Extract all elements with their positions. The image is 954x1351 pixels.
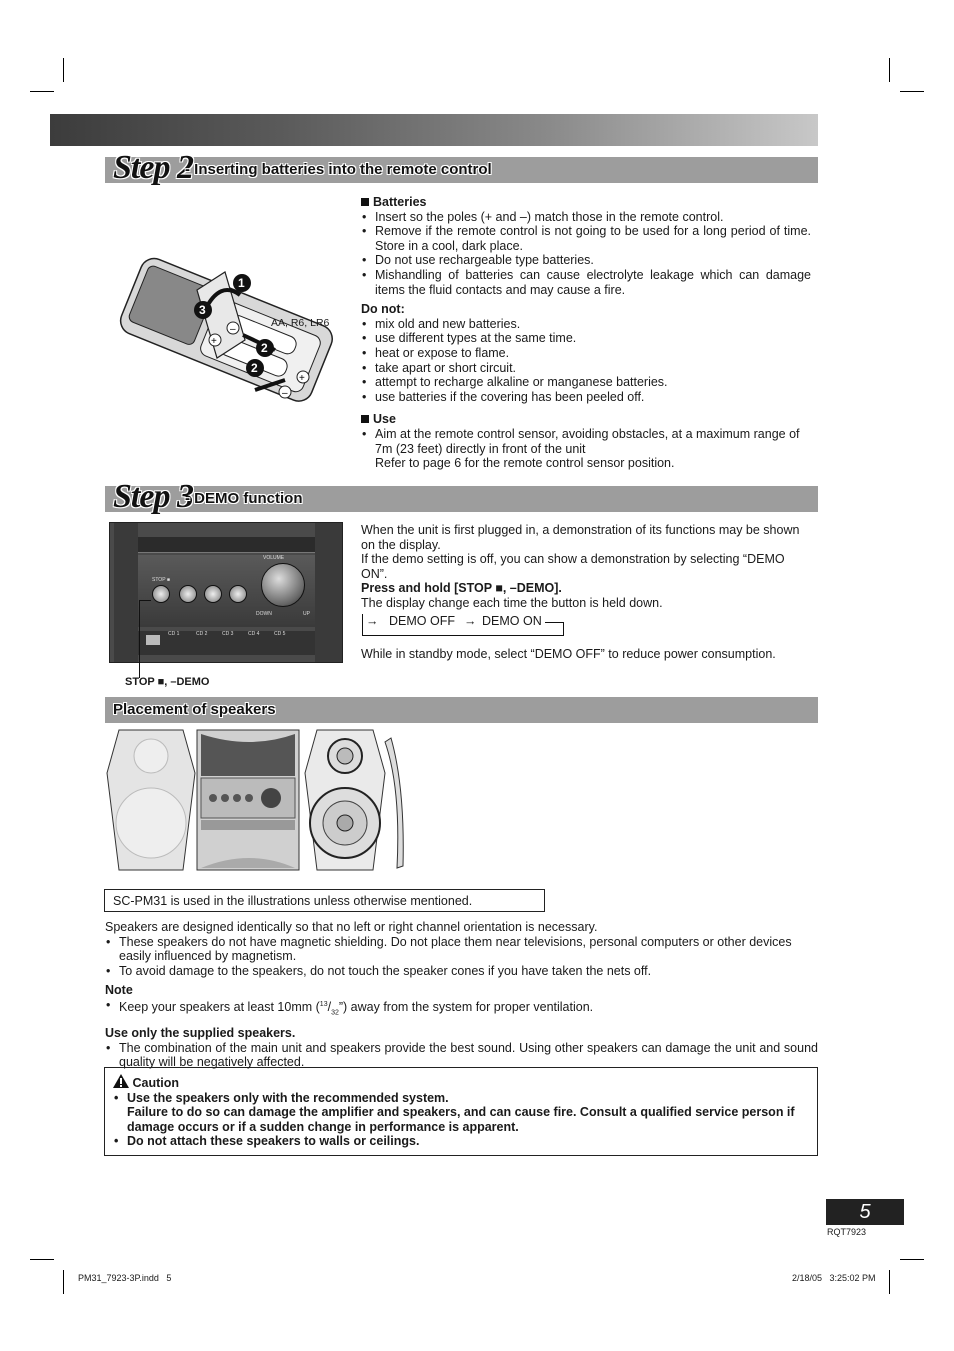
batteries-heading: Batteries <box>361 195 811 210</box>
list-item: • attempt to recharge alkaline or manganese batteries. <box>361 375 811 390</box>
crop-mark <box>63 58 64 82</box>
file-name: PM31_7923-3P.indd 5 <box>78 1273 172 1283</box>
placement-title: Placement of speakers <box>113 701 276 718</box>
list-item: • heat or expose to flame. <box>361 346 811 361</box>
list-item: • To avoid damage to the speakers, do not touch the speaker cones if you have taken the nets off. <box>105 964 818 979</box>
step2-title: Step 2 <box>113 149 193 186</box>
step-num-2b: 2 <box>251 361 258 375</box>
placement-heading-bar <box>105 697 818 723</box>
header-gradient-bar <box>50 114 818 146</box>
placement-intro: Speakers are designed identically so that no left or right channel orientation is necessary. <box>105 920 598 934</box>
page-number: 5 <box>826 1199 904 1225</box>
demo-off-label: DEMO OFF <box>389 614 455 628</box>
step-num-3: 3 <box>199 303 206 317</box>
list-item: • Do not attach these speakers to walls or ceilings. <box>113 1134 813 1149</box>
demo-toggle-diagram <box>362 614 564 636</box>
note-heading: Note <box>105 983 133 998</box>
crop-mark <box>900 1259 924 1260</box>
crop-mark <box>30 91 54 92</box>
remote-battery-illustration <box>105 250 340 430</box>
batteries-list <box>361 210 811 298</box>
arrow-icon: → <box>366 614 379 628</box>
arrow-icon: → <box>464 614 477 628</box>
step2-text <box>361 195 811 471</box>
crop-mark <box>30 1259 54 1260</box>
step3-heading-bar <box>105 478 818 515</box>
demo-on-label: DEMO ON <box>482 614 542 628</box>
timestamp: 2/18/05 3:25:02 PM <box>792 1273 876 1283</box>
supplied-heading: Use only the supplied speakers. <box>105 1026 296 1041</box>
list-item: • These speakers do not have magnetic shielding. Do not place them near televisions, personal computers or other devices easily influenced by magnetism. <box>105 935 818 964</box>
crop-mark <box>889 58 890 82</box>
use-heading: Use <box>361 412 811 427</box>
donot-heading: Do not: <box>361 302 405 317</box>
stop-demo-label: STOP ■, –DEMO <box>125 676 210 688</box>
battery-type-label: AA, R6, LR6 <box>271 317 330 329</box>
caution-box <box>104 1067 818 1156</box>
list-item: • use batteries if the covering has been peeled off. <box>361 390 811 405</box>
use-item-text: Aim at the remote control sensor, avoiding obstacles, at a maximum range of 7m (23 feet) directly in front of the unit <box>375 426 800 456</box>
list-item <box>361 427 811 471</box>
panel-label: UP <box>303 611 310 617</box>
panel-label: DOWN <box>256 611 272 617</box>
speakers-illustration <box>105 728 415 873</box>
step-num-2: 2 <box>261 341 268 355</box>
doc-code: RQT7923 <box>827 1227 867 1237</box>
model-note: SC-PM31 is used in the illustrations unless otherwise mentioned. <box>113 894 473 908</box>
standby-text: While in standby mode, select “DEMO OFF” to reduce power consumption. <box>361 647 776 661</box>
crop-mark <box>63 1270 64 1294</box>
list-item: • Mishandling of batteries can cause electrolyte leakage which can damage items the fluid contacts and may cause a fire. <box>361 268 811 297</box>
placement-text <box>105 920 818 1070</box>
panel-label: VOLUME <box>263 555 285 561</box>
panel-label: CD 4 <box>248 631 260 637</box>
list-item: • mix old and new batteries. <box>361 317 811 332</box>
svg-text:–: – <box>230 324 236 335</box>
list-item: • The combination of the main unit and speakers provide the best sound. Using other speakers can damage the unit and sound quality will be negatively affected. <box>105 1041 818 1070</box>
demo-para2: If the demo setting is off, you can show a demonstration by selecting “DEMO ON”. <box>361 552 785 581</box>
panel-label: CD 2 <box>196 631 208 637</box>
list-item: • Remove if the remote control is not going to be used for a long period of time. Store in a cool, dark place. <box>361 224 811 253</box>
caution-heading: Caution <box>113 1074 813 1091</box>
note-list <box>105 998 818 1021</box>
caution-content <box>113 1074 813 1149</box>
stop-demo-knob[interactable] <box>152 585 170 603</box>
supplied-list <box>105 1041 818 1070</box>
callout-line <box>139 600 140 678</box>
step3-title: Step 3 <box>113 478 193 515</box>
crop-mark <box>889 1270 890 1294</box>
front-panel-illustration <box>109 522 343 663</box>
step2-subtitle: - Inserting batteries into the remote control <box>185 161 492 178</box>
press-heading: Press and hold [STOP ■, –DEMO]. <box>361 581 562 596</box>
model-note-box <box>104 889 545 912</box>
step2-heading-bar <box>105 149 818 186</box>
svg-text:+: + <box>299 373 305 384</box>
press-text: The display change each time the button is held down. <box>361 595 663 610</box>
caution-list <box>113 1091 813 1149</box>
list-item: • Keep your speakers at least 10mm $(^{13}/_{32}”)$ away from the system for proper ventilation. <box>105 998 818 1021</box>
step3-subtitle: - DEMO function <box>185 490 303 507</box>
panel-label: CD 3 <box>222 631 234 637</box>
donot-list <box>361 317 811 405</box>
step3-text <box>361 523 813 611</box>
crop-mark <box>900 91 924 92</box>
list-item: • Do not use rechargeable type batteries. <box>361 253 811 268</box>
use-note: Refer to page 6 for the remote control sensor position. <box>375 456 675 471</box>
list-item: • use different types at the same time. <box>361 331 811 346</box>
list-item: • Insert so the poles (+ and –) match those in the remote control. <box>361 210 811 225</box>
demo-para1: When the unit is first plugged in, a demonstration of its functions may be shown on the display. <box>361 523 800 552</box>
callout-line <box>139 600 151 601</box>
placement-list <box>105 935 818 979</box>
warning-icon <box>113 1074 129 1088</box>
list-item: • take apart or short circuit. <box>361 361 811 376</box>
panel-label: CD 1 <box>168 631 180 637</box>
panel-label: CD 5 <box>274 631 286 637</box>
step-num-1: 1 <box>238 276 245 290</box>
use-list <box>361 427 811 471</box>
svg-text:+: + <box>211 336 217 347</box>
list-item: • Use the speakers only with the recommended system. Failure to do so can damage the amplifier and speakers, and can cause fire. Consult a qualified service person if damage occurs or if a sudden change in performance is apparent. <box>113 1091 813 1135</box>
svg-text:–: – <box>282 388 288 399</box>
panel-label: STOP ■ <box>152 577 170 583</box>
